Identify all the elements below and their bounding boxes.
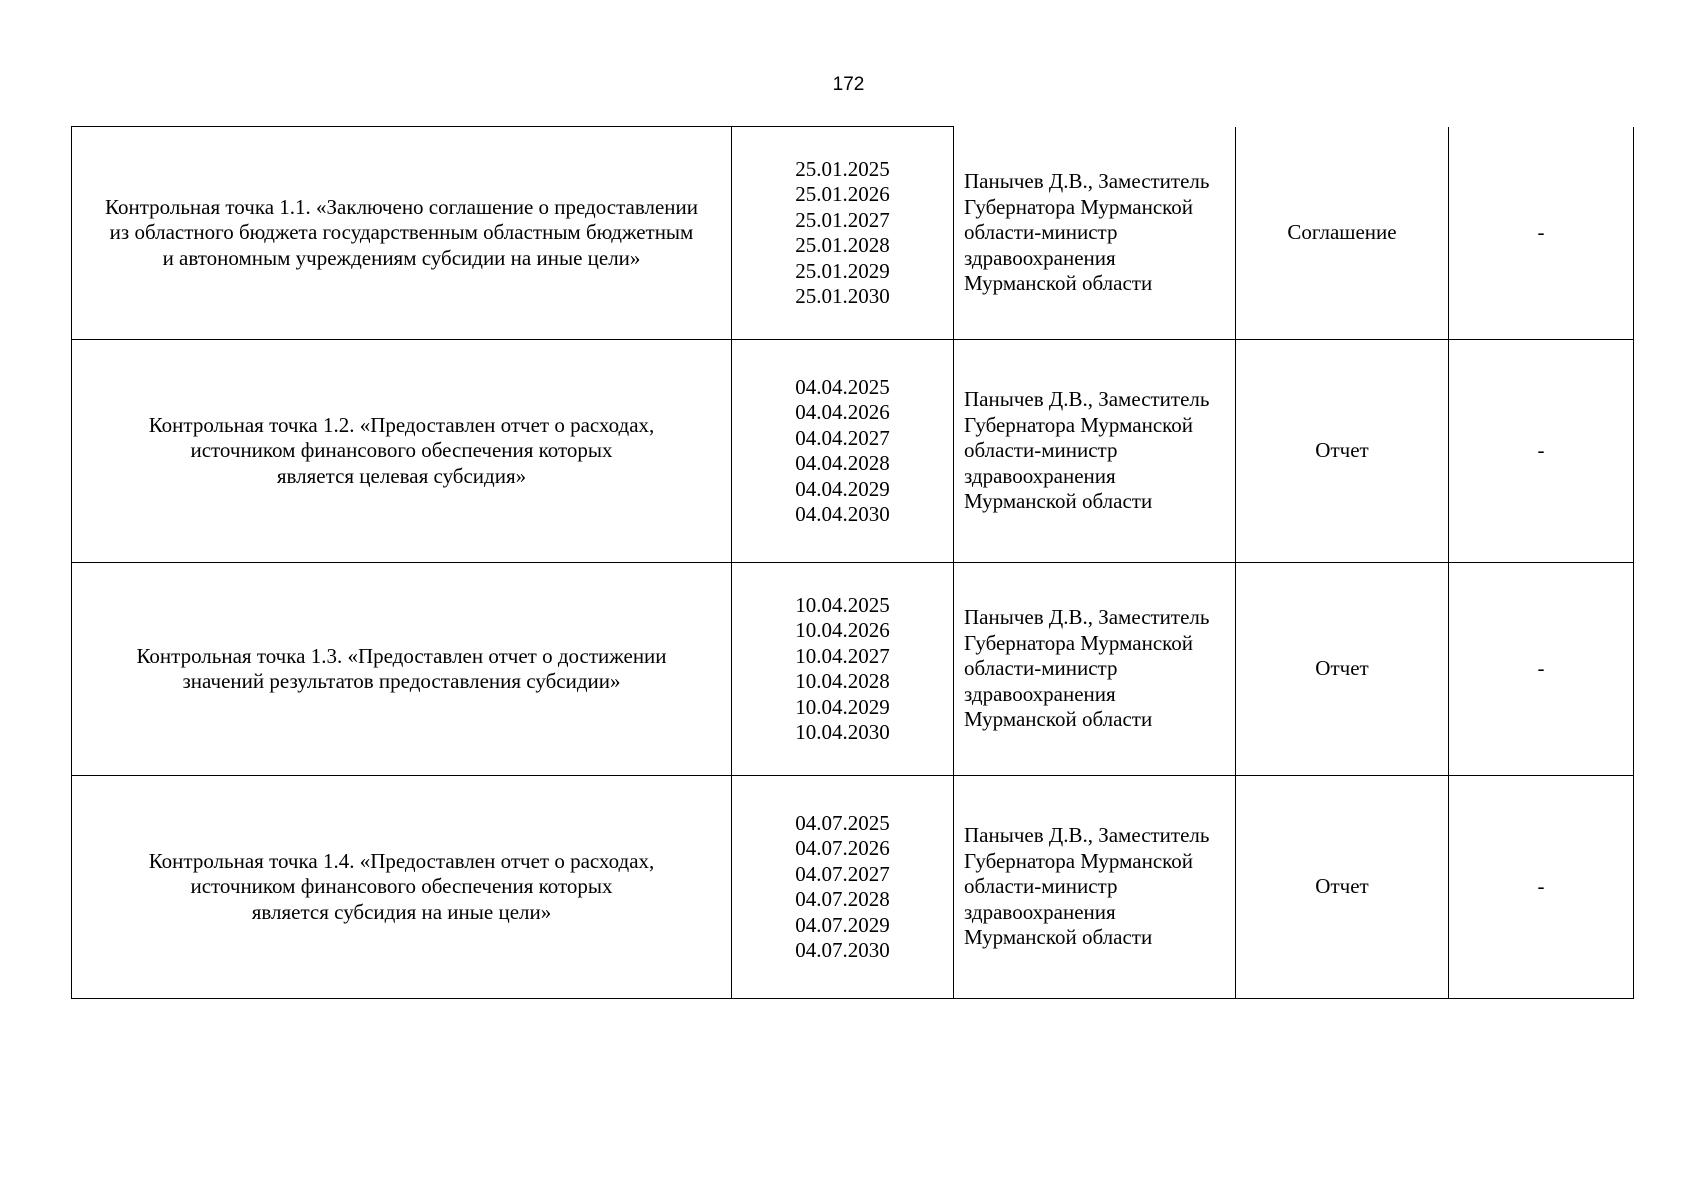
responsible-person-line: Панычев Д.В., Заместитель — [964, 605, 1210, 630]
control-point-name-line: Контрольная точка 1.4. «Предоставлен отчет о расходах, — [148, 848, 655, 873]
deadline-date: 04.07.2029 — [795, 912, 890, 937]
deadline-date: 04.04.2025 — [795, 374, 890, 399]
table-row — [72, 776, 1634, 999]
deadline-date: 25.01.2028 — [795, 233, 890, 257]
responsible-person-line: здравоохранения — [964, 463, 1116, 488]
responsible-person-line: области-министр — [964, 656, 1118, 681]
deadline-date: 25.01.2025 — [795, 156, 890, 181]
table-row — [72, 563, 1634, 776]
deadline-date: 04.04.2028 — [795, 451, 890, 475]
responsible-person-line: здравоохранения — [964, 245, 1116, 270]
responsible-person-line: области-министр — [964, 874, 1118, 899]
deadline-dates-cell — [732, 127, 954, 340]
deadline-date: 10.04.2027 — [795, 643, 890, 668]
deadline-date: 04.04.2030 — [795, 502, 890, 526]
deadline-date: 10.04.2029 — [795, 694, 890, 719]
document-type-cell: Отчет — [1236, 776, 1449, 999]
deadline-date: 25.01.2027 — [795, 207, 890, 232]
deadline-date: 10.04.2025 — [795, 592, 890, 617]
control-point-name-cell — [72, 776, 732, 999]
responsible-person-line: Губернатора Мурманской — [964, 194, 1194, 219]
control-point-name-line: источником финансового обеспечения которых — [190, 874, 613, 899]
control-point-name-cell — [72, 127, 732, 340]
responsible-person-line: Панычев Д.В., Заместитель — [964, 823, 1210, 848]
control-point-name-line: и автономным учреждениям субсидии на иные цели» — [162, 245, 641, 270]
deadline-date: 04.07.2027 — [795, 861, 890, 886]
responsible-person-line: Губернатора Мурманской — [964, 630, 1194, 655]
control-point-name-line: из областного бюджета государственным областным бюджетным — [109, 220, 694, 245]
deadline-date: 04.07.2028 — [795, 887, 890, 911]
responsible-person-cell — [954, 563, 1236, 776]
control-point-name-line: Контрольная точка 1.2. «Предоставлен отчет о расходах, — [148, 412, 655, 437]
responsible-person-line: области-министр — [964, 220, 1118, 244]
deadline-date: 04.07.2025 — [795, 810, 890, 835]
deadline-date: 04.07.2030 — [795, 938, 890, 962]
responsible-person-line: здравоохранения — [964, 899, 1116, 924]
note-cell: - — [1449, 340, 1634, 563]
responsible-person-line: области-министр — [964, 438, 1118, 463]
control-point-name-line: является целевая субсидия» — [276, 463, 527, 488]
document-type-cell: Соглашение — [1236, 127, 1449, 340]
responsible-person-line: Мурманской области — [964, 271, 1153, 295]
control-point-name-cell — [72, 563, 732, 776]
deadline-dates-cell — [732, 340, 954, 563]
responsible-person-cell — [954, 776, 1236, 999]
document-type-cell: Отчет — [1236, 563, 1449, 776]
document-type-cell: Отчет — [1236, 340, 1449, 563]
deadline-date: 25.01.2030 — [795, 284, 890, 308]
deadline-date: 04.07.2026 — [795, 836, 890, 860]
responsible-person-cell — [954, 340, 1236, 563]
note-cell: - — [1449, 563, 1634, 776]
responsible-person-line: Мурманской области — [964, 489, 1153, 514]
deadline-dates-cell — [732, 563, 954, 776]
responsible-person-line: Мурманской области — [964, 925, 1153, 950]
page-number: 172 — [832, 74, 865, 95]
deadline-dates-cell — [732, 776, 954, 999]
control-point-name-line: является субсидия на иные цели» — [251, 899, 552, 924]
deadline-date: 25.01.2026 — [795, 182, 890, 206]
deadline-date: 25.01.2029 — [795, 258, 890, 283]
control-points-table — [71, 126, 1634, 999]
table-row — [72, 340, 1634, 563]
control-point-name-line: Контрольная точка 1.3. «Предоставлен отчет о достижении — [136, 643, 667, 668]
responsible-person-line: здравоохранения — [964, 681, 1116, 706]
deadline-date: 04.04.2027 — [795, 425, 890, 450]
responsible-person-line: Панычев Д.В., Заместитель — [964, 169, 1210, 193]
deadline-date: 10.04.2026 — [795, 618, 890, 642]
note-cell: - — [1449, 776, 1634, 999]
table-row — [72, 127, 1634, 340]
table-body — [72, 127, 1634, 999]
control-point-name-cell — [72, 340, 732, 563]
responsible-person-cell — [954, 127, 1236, 340]
deadline-date: 10.04.2028 — [795, 669, 890, 693]
responsible-person-line: Губернатора Мурманской — [964, 412, 1194, 437]
control-point-name-line: источником финансового обеспечения которых — [190, 438, 613, 463]
deadline-date: 04.04.2026 — [795, 400, 890, 424]
control-point-name-line: значений результатов предоставления субсидии» — [182, 669, 621, 693]
responsible-person-line: Панычев Д.В., Заместитель — [964, 387, 1210, 412]
deadline-date: 10.04.2030 — [795, 720, 890, 744]
deadline-date: 04.04.2029 — [795, 476, 890, 501]
note-cell: - — [1449, 127, 1634, 340]
responsible-person-line: Мурманской области — [964, 707, 1153, 732]
responsible-person-line: Губернатора Мурманской — [964, 848, 1194, 873]
control-point-name-line: Контрольная точка 1.1. «Заключено соглашение о предоставлении — [105, 194, 698, 219]
